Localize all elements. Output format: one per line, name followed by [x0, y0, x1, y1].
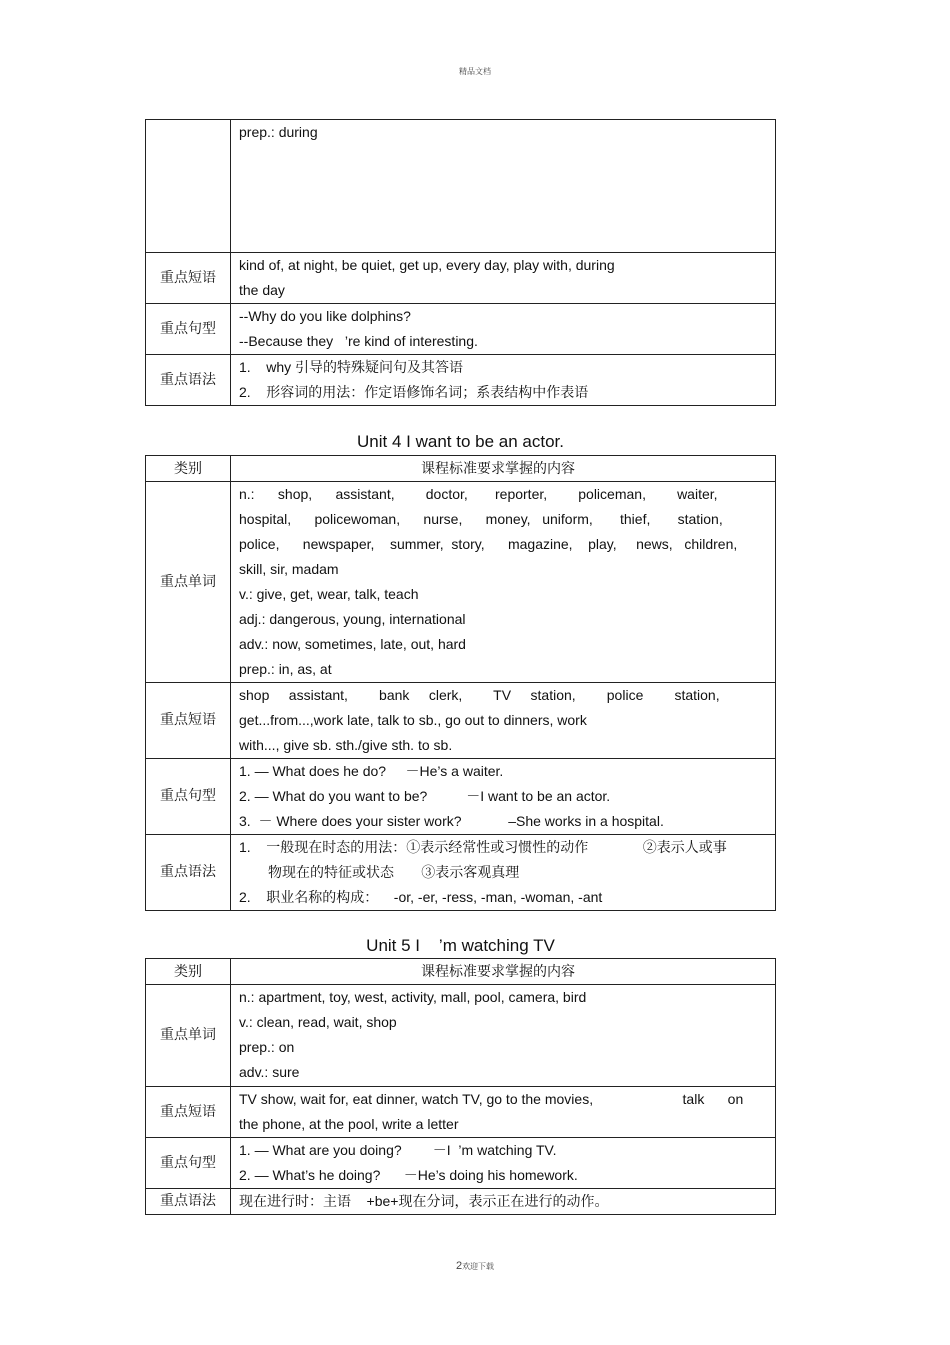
content-line: hospital, policewoman, nurse, money, uniform, thief, station, [239, 511, 723, 527]
content-line: police, newspaper, summer, story, magazine, play, news, children, [239, 536, 738, 552]
table-row [146, 759, 776, 835]
category-cell [146, 120, 231, 253]
content-line: n.: shop, assistant, doctor, reporter, policeman, waiter, [239, 486, 718, 502]
content-line: adv.: now, sometimes, late, out, hard [239, 636, 466, 652]
content-cell [231, 985, 776, 1087]
table-row [146, 985, 776, 1087]
content-line: n.: apartment, toy, west, activity, mall, pool, camera, bird [239, 989, 587, 1005]
category-header: 类别 [146, 959, 231, 985]
page-footer [0, 1260, 950, 1272]
content-line: get...from...,work late, talk to sb., go out to dinners, work [239, 712, 587, 728]
table-header-row [146, 959, 776, 985]
content-cell [231, 1138, 776, 1189]
unit3-table [145, 119, 776, 406]
content-line: TV show, wait for, eat dinner, watch TV, go to the movies, talk on [239, 1091, 744, 1107]
content-line: --Because they ’re kind of interesting. [239, 333, 478, 349]
content-cell [231, 683, 776, 759]
content-line: the phone, at the pool, write a letter [239, 1116, 459, 1132]
content-line: the day [239, 282, 285, 298]
unit5-table [145, 958, 776, 1215]
content-line: --Why do you like dolphins? [239, 308, 411, 324]
category-cell: 重点句型 [146, 1138, 231, 1189]
category-cell: 重点句型 [146, 304, 231, 355]
category-cell: 重点短语 [146, 253, 231, 304]
content-line: 物现在的特征或状态 ③表示客观真理 [268, 864, 520, 880]
content-line: adv.: sure [239, 1064, 300, 1080]
content-cell [231, 355, 776, 406]
content-cell [231, 120, 776, 253]
content-line: 1. 一般现在时态的用法：①表示经常性或习惯性的动作 ②表示人或事 [239, 839, 727, 855]
unit5-title: Unit 5 I ’m watching TV [366, 936, 555, 955]
content-cell [231, 1189, 776, 1215]
content-cell [231, 835, 776, 911]
content-line: 3. － Where does your sister work? –She works in a hospital. [239, 813, 664, 829]
content-line: shop assistant, bank clerk, TV station, police station, [239, 687, 720, 703]
category-cell: 重点语法 [146, 1189, 231, 1215]
table-row [146, 120, 776, 253]
content-line: skill, sir, madam [239, 561, 339, 577]
content-cell [231, 482, 776, 683]
content-line: v.: clean, read, wait, shop [239, 1014, 397, 1030]
content-header: 课程标准要求掌握的内容 [231, 959, 776, 985]
content-cell [231, 253, 776, 304]
page-header-mark: 精品文档 [459, 67, 491, 76]
content-cell [231, 1087, 776, 1138]
content-line: 1. why 引导的特殊疑问句及其答语 [239, 359, 464, 375]
table-row [146, 835, 776, 911]
content-line: 1. — What does he do? －He’s a waiter. [239, 763, 504, 779]
category-cell: 重点句型 [146, 759, 231, 835]
unit4-title: Unit 4 I want to be an actor. [357, 432, 564, 451]
content-line: 2. 职业名称的构成： -or, -er, -ress, -man, -woman, -ant [239, 889, 603, 905]
content-line: 1. — What are you doing? －I ’m watching TV. [239, 1142, 557, 1158]
content-cell [231, 759, 776, 835]
content-cell [231, 304, 776, 355]
table-row [146, 482, 776, 683]
table-row [146, 1138, 776, 1189]
content-line: v.: give, get, wear, talk, teach [239, 586, 419, 602]
content-line: prep.: during [239, 124, 318, 140]
category-cell: 重点短语 [146, 683, 231, 759]
table-header-row [146, 456, 776, 482]
content-line: kind of, at night, be quiet, get up, every day, play with, during [239, 257, 615, 273]
category-header: 类别 [146, 456, 231, 482]
category-cell: 重点单词 [146, 985, 231, 1087]
table-row [146, 1087, 776, 1138]
content-line: 2. — What’s he doing? －He’s doing his homework. [239, 1167, 578, 1183]
table-row [146, 304, 776, 355]
content-line: 2. 形容词的用法：作定语修饰名词；系表结构中作表语 [239, 384, 589, 400]
category-cell: 重点单词 [146, 482, 231, 683]
category-cell: 重点语法 [146, 355, 231, 406]
category-cell: 重点短语 [146, 1087, 231, 1138]
table-row [146, 253, 776, 304]
category-cell: 重点语法 [146, 835, 231, 911]
content-header: 课程标准要求掌握的内容 [231, 456, 776, 482]
content-line: adj.: dangerous, young, international [239, 611, 466, 627]
table-row [146, 683, 776, 759]
unit4-table [145, 455, 776, 911]
page-number: 2 [455, 1260, 463, 1272]
table-row [146, 1189, 776, 1215]
content-line: with..., give sb. sth./give sth. to sb. [239, 737, 453, 753]
content-line: prep.: in, as, at [239, 661, 332, 677]
table-row [146, 355, 776, 406]
footer-text: 欢迎下载 [462, 1262, 495, 1271]
content-line: 现在进行时：主语 +be+现在分词，表示正在进行的动作。 [239, 1193, 609, 1209]
content-line: 2. — What do you want to be? －I want to be an actor. [239, 788, 611, 804]
content-line: prep.: on [239, 1039, 295, 1055]
